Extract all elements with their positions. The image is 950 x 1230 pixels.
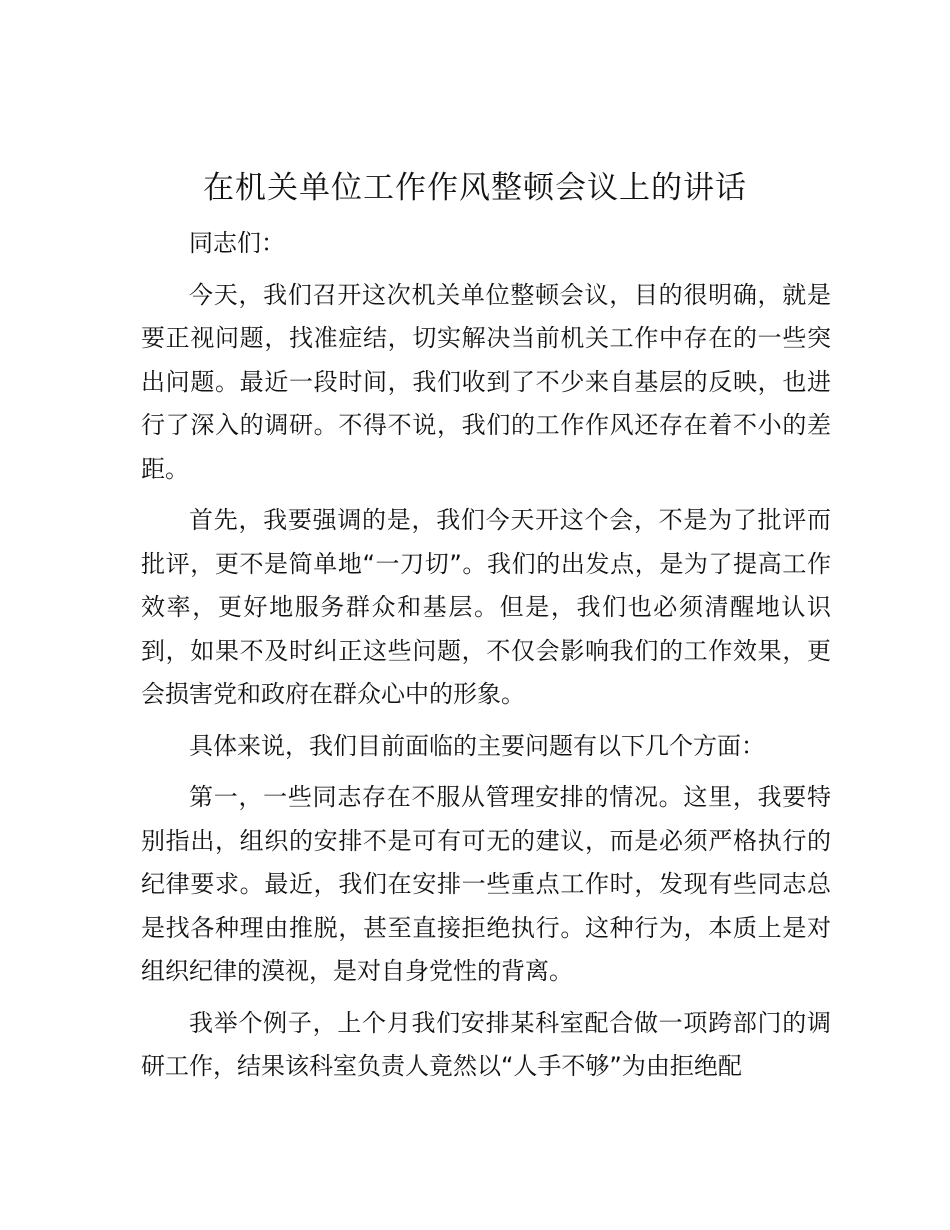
- document-title: 在机关单位工作作风整顿会议上的讲话: [203, 170, 747, 206]
- paragraph-intro: 今天，我们召开这次机关单位整顿会议，目的很明确，就是要正视问题，找准症结，切实解决当前机关工作中存在的一些突出问题。最近一段时间，我们收到了不少来自基层的反映，也进行了深入的调研。不得不说，我们的工作作风还存在着不小的差距。: [141, 280, 831, 483]
- paragraph-purpose: 首先，我要强调的是，我们今天开这个会，不是为了批评而批评，更不是简单地“一刀切”。我们的出发点，是为了提高工作效率，更好地服务群众和基层。但是，我们也必须清醒地认识到，如果不及时纠正这些问题，不仅会影响我们的工作效果，更会损害党和政府在群众心中的形象。: [141, 506, 831, 708]
- paragraph-example: 我举个例子，上个月我们安排某科室配合做一项跨部门的调研工作，结果该科室负责人竟然以“人手不够”为由拒绝配: [141, 1008, 831, 1080]
- paragraph-issue-one: 第一，一些同志存在不服从管理安排的情况。这里，我要特别指出，组织的安排不是可有可无的建议，而是必须严格执行的纪律要求。最近，我们在安排一些重点工作时，发现有些同志总是找各种理由推脱，甚至直接拒绝执行。这种行为，本质上是对组织纪律的漠视，是对自身党性的背离。: [141, 783, 831, 985]
- paragraph-issues-lead: 具体来说，我们目前面临的主要问题有以下几个方面：: [189, 731, 765, 760]
- paragraph-salutation: 同志们：: [189, 229, 285, 257]
- document-body: [141, 222, 831, 1097]
